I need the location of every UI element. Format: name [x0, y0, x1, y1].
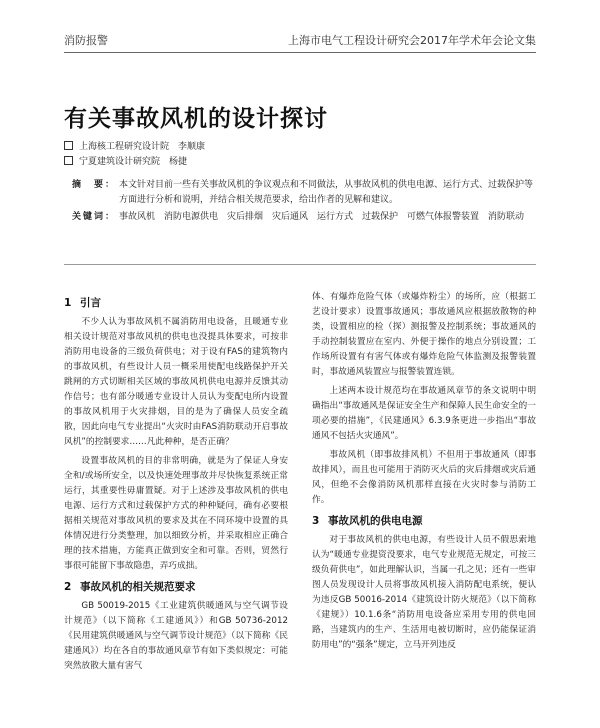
paragraph: 事故风机（即事故排风机）不但用于事故通风（即事故排风），而且也可能用于消防灭火后的灾后排烟或灾后通风，但绝不会像消防风机那样直接在火灾时参与消防工作。 — [312, 450, 536, 505]
section-heading: 1 引言 — [64, 297, 101, 309]
author-list — [64, 140, 205, 170]
keywords — [64, 210, 536, 225]
header-publication-title: 上海市电气工程设计研究会2017年学术年会论文集 — [288, 34, 536, 47]
abstract — [64, 178, 536, 208]
section-heading: 3 事故风机的供电电源 — [312, 515, 423, 527]
paragraph: 体、有爆炸危险气体（或爆炸粉尘）的场所，应（根据工艺设计要求）设置事故通风；事故通风应根据放散物的种类，设置相应的检（探）测报警及控制系统；事故通风的手动控制装置应在室内、外便于操作的地点分别设置；工作场所设置有有害气体或有爆炸危险气体监测及报警装置时，事故通风装置应与报警装置连锁。 — [312, 292, 536, 377]
header-section-label: 消防报警 — [64, 34, 108, 47]
abstract-block — [64, 178, 536, 265]
article-title: 有关事故风机的设计探讨 — [64, 106, 328, 132]
checkbox-square-icon — [64, 156, 73, 165]
paragraph: 设置事故风机的目的非常明确，就是为了保证人身安全和/或场所安全，以及快速处理事故并尽快恢复系统正常运行，其重要性毋庸置疑。对于上述涉及事故风机的供电电源、运行方式和过载保护方式的种种疑问，确有必要根据相关规范对事故风机的要求及其在不同环境中设置的具体情况进行分类整理，加以细致分析，并采取相应正确合理的技术措施，方能真正做到安全和可靠。否则，贸然行事很可能留下事故隐患，弄巧成拙。 — [64, 456, 288, 571]
author-line: 宁夏建筑设计研究院 杨捷 — [64, 155, 205, 170]
abstract-label: 摘 要： — [71, 180, 116, 190]
checkbox-square-icon — [64, 141, 73, 150]
paragraph: 不少人认为事故风机不属消防用电设备，且暖通专业相关设计规范对事故风机的供电也没提具体要求，可按非消防用电设备的三级负荷供电；对于设有FAS的建筑物内的事故风机，有些设计人员一概采用使配电线路保护开关跳闸的方式切断相关区域的事故风机供电电源并反馈其动作信号；也有部分暖通专业设计人员认为变配电所内设置的事故风机用于火灾排烟，目的是为了确保人员安全疏散，因此向电气专业提出“火灾时由FAS消防联动开启事故风机”的控制要求……凡此种种，是否正确？ — [64, 317, 288, 447]
paragraph: 对于事故风机的供电电源，有些设计人员不假思索地认为“暖通专业提资没要求，电气专业规范无规定，可按三级负荷供电”，如此理解认识，当属一孔之见；还有一些审图人员发现设计人员将事故风机接入消防配电系统，便认为违反GB 50016-2014《建筑设计防火规范》（以下简称《建规》）10.1.6条“消防用电设备应采用专用的供电回路，当建筑内的生产、生活用电被切断时，应仍能保证消防用电”的“强条”规定，立马开列违反 — [312, 535, 536, 650]
running-header — [64, 30, 536, 53]
author-line: 上海核工程研究设计院 李顺康 — [64, 140, 205, 155]
abstract-text: 本文针对目前一些有关事故风机的争议观点和不同做法，从事故风机的供电电源、运行方式、过载保护等方面进行分析和说明，并结合相关规范要求，给出作者的见解和建议。 — [119, 180, 534, 205]
keywords-text: 事故风机 消防电源供电 灾后排烟 灾后通风 运行方式 过载保护 可燃气体报警装置 消防联动 — [119, 212, 525, 222]
left-column — [64, 290, 288, 678]
section-heading: 2 事故风机的相关规范要求 — [64, 581, 196, 593]
keywords-label: 关键词： — [71, 212, 116, 222]
right-column — [312, 290, 536, 657]
paragraph: GB 50019-2015《工业建筑供暖通风与空气调节设计规范》（以下简称《工建通风》）和GB 50736-2012《民用建筑供暖通风与空气调节设计规范》（以下简称《民建通风》）均在各自的事故通风章节有如下类似规定：可能突然放散大量有害气 — [64, 601, 288, 671]
paragraph: 上述两本设计规范均在事故通风章节的条文说明中明确指出“事故通风是保证安全生产和保障人民生命安全的一项必要的措施”，《民建通风》6.3.9条更进一步指出“事故通风不包括火灾通风”。 — [312, 386, 536, 441]
